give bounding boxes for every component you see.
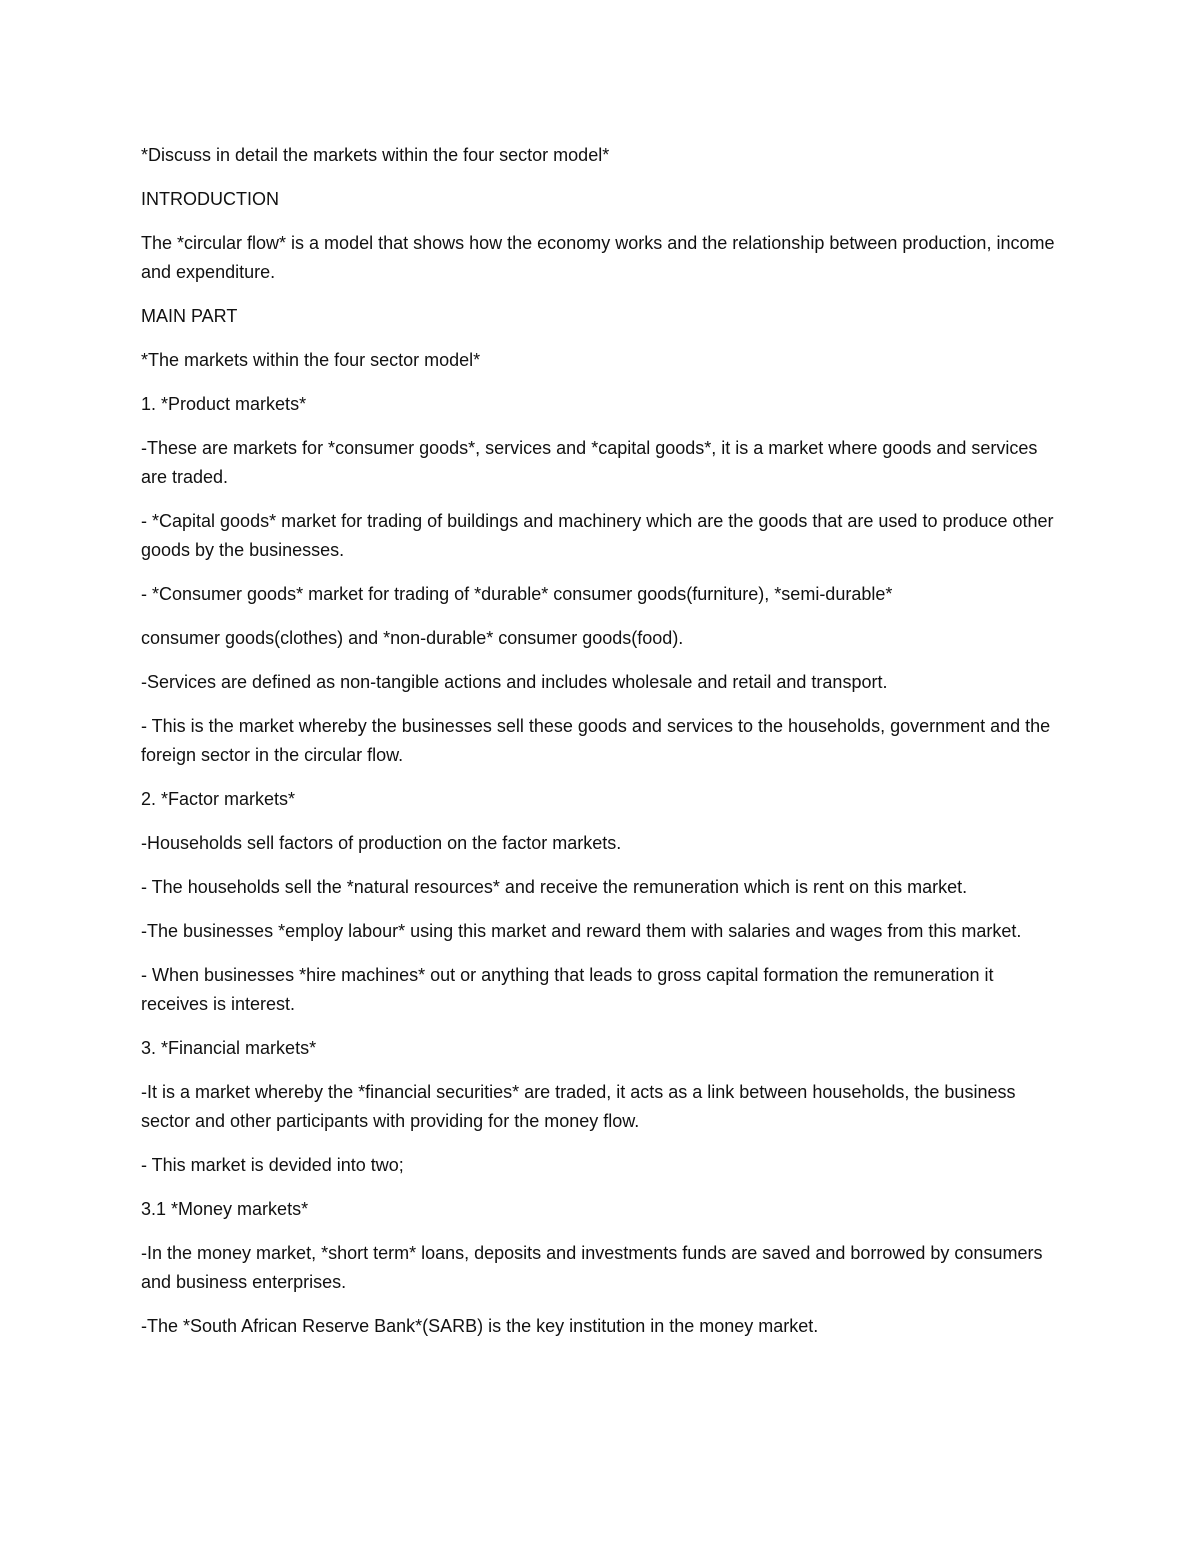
paragraph: The *circular flow* is a model that shows how the economy works and the relationship between production, income and expenditure. — [141, 233, 1055, 282]
subheading-factor-markets: 2. *Factor markets* — [141, 789, 296, 809]
paragraph: - The households sell the *natural resources* and receive the remuneration which is rent on this market. — [141, 877, 968, 897]
heading-introduction: INTRODUCTION — [141, 189, 279, 209]
paragraph: - When businesses *hire machines* out or anything that leads to gross capital formation the remuneration it receives is interest. — [141, 965, 994, 1014]
paragraph: -Households sell factors of production on the factor markets. — [141, 833, 622, 853]
document-body — [141, 141, 1061, 1356]
paragraph: -In the money market, *short term* loans, deposits and investments funds are saved and borrowed by consumers and business enterprises. — [141, 1243, 1043, 1292]
paragraph: -These are markets for *consumer goods*, services and *capital goods*, it is a market where goods and services are traded. — [141, 438, 1038, 487]
subheading-financial-markets: 3. *Financial markets* — [141, 1038, 317, 1058]
heading-main-part: MAIN PART — [141, 306, 238, 326]
paragraph: -The *South African Reserve Bank*(SARB) is the key institution in the money market. — [141, 1316, 819, 1336]
paragraph: - This market is devided into two; — [141, 1155, 404, 1175]
paragraph: - This is the market whereby the businesses sell these goods and services to the households, government and the foreign sector in the circular flow. — [141, 716, 1051, 765]
subheading-product-markets: 1. *Product markets* — [141, 394, 307, 414]
essay-question: *Discuss in detail the markets within the four sector model* — [141, 145, 610, 165]
paragraph: - *Consumer goods* market for trading of *durable* consumer goods(furniture), *semi-durable* — [141, 584, 893, 604]
subheading-money-markets: 3.1 *Money markets* — [141, 1199, 309, 1219]
section-title: *The markets within the four sector model* — [141, 350, 481, 370]
paragraph: -Services are defined as non-tangible actions and includes wholesale and retail and transport. — [141, 672, 888, 692]
paragraph: consumer goods(clothes) and *non-durable* consumer goods(food). — [141, 628, 684, 648]
paragraph: -It is a market whereby the *financial securities* are traded, it acts as a link between households, the business sector and other participants with providing for the money flow. — [141, 1082, 1016, 1131]
paragraph: -The businesses *employ labour* using this market and reward them with salaries and wages from this market. — [141, 921, 1022, 941]
paragraph: - *Capital goods* market for trading of buildings and machinery which are the goods that are used to produce other goods by the businesses. — [141, 511, 1054, 560]
